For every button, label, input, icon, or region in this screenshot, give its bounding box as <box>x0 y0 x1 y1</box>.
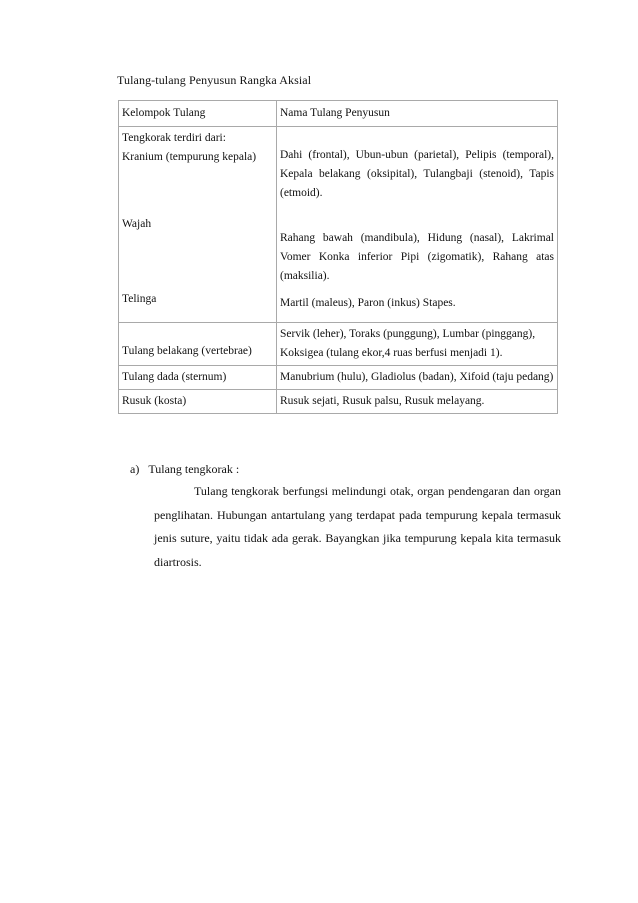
header-bone-names: Nama Tulang Penyusun <box>277 101 558 127</box>
header-bone-group: Kelompok Tulang <box>119 101 277 127</box>
ear-bones: Martil (maleus), Paron (inkus) Stapes. <box>280 297 456 309</box>
group-cell: Tulang dada (sternum) <box>119 366 277 390</box>
skull-group-cell <box>119 127 277 323</box>
group-cell: Tulang belakang (vertebrae) <box>119 323 277 366</box>
skull-intro: Tengkorak terdiri dari: <box>122 132 226 144</box>
table-caption: Tulang-tulang Penyusun Rangka Aksial <box>117 73 312 87</box>
list-marker: a) <box>130 462 140 476</box>
section-heading <box>130 462 239 477</box>
skull-bones-cell <box>277 127 558 323</box>
section-title: Tulang tengkorak : <box>148 462 240 476</box>
axial-skeleton-table <box>118 100 558 414</box>
table-row <box>119 323 558 366</box>
table-row-skull <box>119 127 558 323</box>
table-header-row <box>119 101 558 127</box>
group-cell: Rusuk (kosta) <box>119 390 277 414</box>
bones-cell: Servik (leher), Toraks (punggung), Lumbar (pinggang), Koksigea (tulang ekor,4 ruas berfusi menjadi 1). <box>277 323 558 366</box>
cranium-bones: Dahi (frontal), Ubun-ubun (parietal), Pelipis (temporal), Kepala belakang (oksipital), Tulangbaji (stenoid), Tapis (etmoid). <box>280 149 554 199</box>
bones-cell: Manubrium (hulu), Gladiolus (badan), Xifoid (taju pedang) <box>277 366 558 390</box>
table-row <box>119 366 558 390</box>
table-row <box>119 390 558 414</box>
body-paragraph: Tulang tengkorak berfungsi melindungi otak, organ pendengaran dan organ penglihatan. Hubungan antartulang yang terdapat pada tempurung kepala termasuk jenis suture, yaitu tidak ada gerak. Bayangkan jika tempurung kepala kita termasuk diartrosis. <box>154 484 561 569</box>
bones-cell: Rusuk sejati, Rusuk palsu, Rusuk melayang. <box>277 390 558 414</box>
ear-label: Telinga <box>122 293 157 305</box>
face-bones: Rahang bawah (mandibula), Hidung (nasal), Lakrimal Vomer Konka inferior Pipi (zigomatik), Rahang atas (maksilia). <box>280 232 554 282</box>
face-label: Wajah <box>122 218 152 230</box>
cranium-label: Kranium (tempurung kepala) <box>122 151 257 163</box>
